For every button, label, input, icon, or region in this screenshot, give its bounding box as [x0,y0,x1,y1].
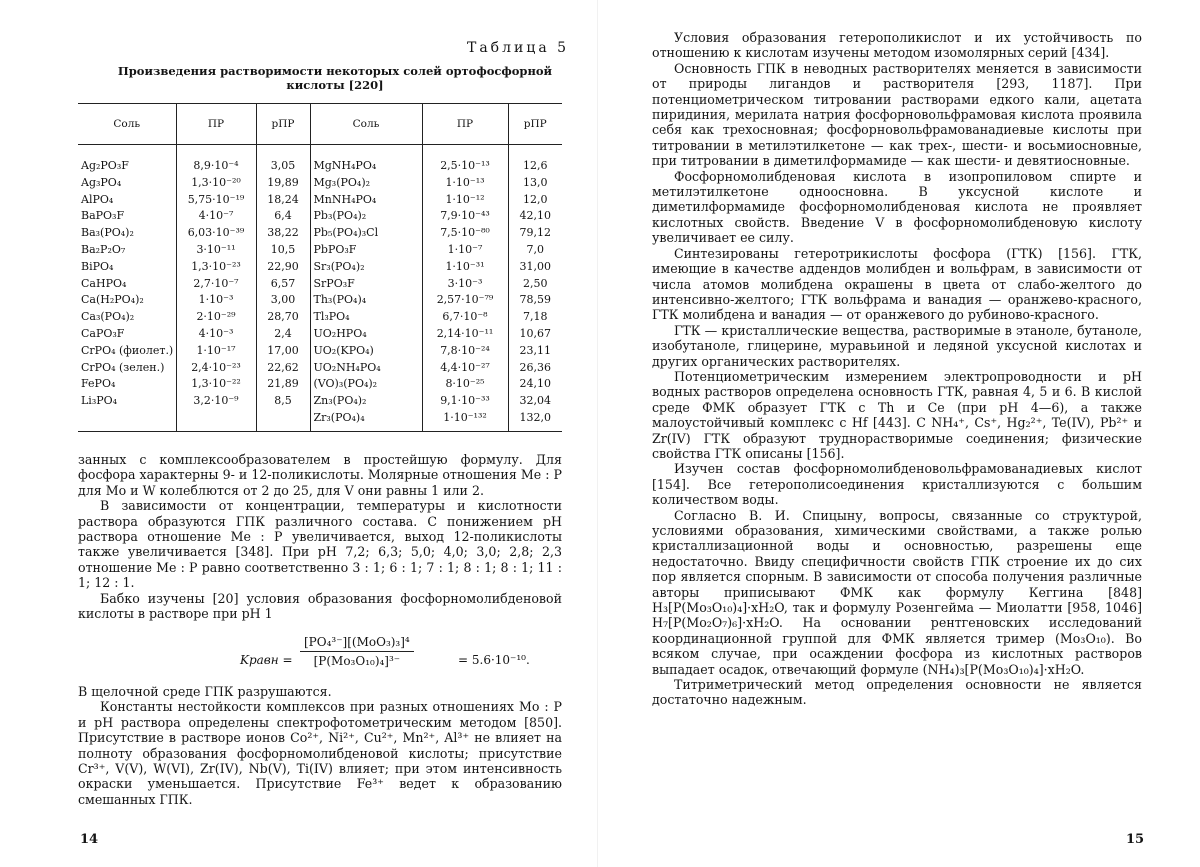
table-cell: 18,24 [256,192,310,209]
table-cell: 9,1·10⁻³³ [422,393,508,410]
table-cell: 4,4·10⁻²⁷ [422,360,508,377]
column-header: pПР [256,104,310,145]
formula-denominator: [P(Mo₃O₁₀)₄]³⁻ [313,654,401,668]
table-body [78,145,562,432]
column-header: pПР [508,104,562,145]
table-cell: 8,9·10⁻⁴ [176,158,256,175]
table-header-row [78,104,562,145]
table-cell: 1·10⁻¹³ [422,175,508,192]
table-row [78,326,562,343]
table-cell: 1·10⁻³¹ [422,259,508,276]
table-cell: 17,00 [256,343,310,360]
table-cell: Zn₃(PO₄)₂ [310,393,422,410]
table-cell: Ba₂P₂O₇ [81,242,126,256]
right-page [600,0,1200,867]
paragraph: Основность ГПК в неводных растворителях меняется в зависимости от природы лигандов и растворителя [293, 1187]. При потенциометрическом титровании растворами едкого кали, ацетата пиридиния, мерилата натрия фосфорновольфрамовая кислота проявила себя как трехосновная; фосфорновольфрамованадиевые кислоты при титровании в метилэтилкетоне — как трех-, шести- и восьмиосновные, при титровании в диметилформамиде — как шести- и девятиосновные. [652,60,1142,169]
table-cell: 6,4 [256,208,310,225]
table-row [78,175,562,192]
solubility-table [78,103,562,432]
table-cell: 13,0 [508,175,562,192]
table-cell: 3,05 [256,158,310,175]
formula-rhs: = 5.6·10⁻¹⁰. [458,653,530,667]
table-cell: 78,59 [508,292,562,309]
column-header: ПР [422,104,508,145]
table-cell: 6,57 [256,276,310,293]
table-cell: 1,3·10⁻²⁰ [176,175,256,192]
table-cell: 12,6 [508,158,562,175]
table-cell: 23,11 [508,343,562,360]
table-cell: 2,5·10⁻¹³ [422,158,508,175]
table-cell: UO₂HPO₄ [310,326,422,343]
table-row [78,292,562,309]
table-cell: 3,00 [256,292,310,309]
table-row [78,410,562,431]
paragraph: Синтезированы гетеротрикислоты фосфора (ГТК) [156]. ГТК, имеющие в качестве аддендов молибден и вольфрам, в зависимости от числа атомов молибдена окрашены в цвета от слабо-желтого до интенсивно-желтого; ГТК вольфрама и ванадия — оранжево-красного, ГТК молибдена и ванадия — от оранжевого до рубиново-красного. [652,245,1142,323]
paragraph: Титриметрический метод определения основности не является достаточно надежным. [652,677,1142,708]
table-row [78,393,562,410]
gutter-divider [597,0,598,867]
table-cell: 8,5 [256,393,310,410]
table-cell: UO₂NH₄PO₄ [310,360,422,377]
table-cell: 7,18 [508,309,562,326]
paragraph: Бабко изучены [20] условия образования фосфорномолибденовой кислоты в растворе при pH 1 [78,590,562,622]
table-cell: 7,5·10⁻⁸⁰ [422,225,508,242]
table-cell: Mg₃(PO₄)₂ [310,175,422,192]
left-text-upper [78,452,562,621]
table-cell: CaPO₃F [81,326,125,340]
table-cell: Ca(H₂PO₄)₂ [81,293,144,307]
table-cell: Tl₃PO₄ [310,309,422,326]
table-row [78,360,562,377]
table-cell: 32,04 [508,393,562,410]
column-header: ПР [176,104,256,145]
table-cell: CaHPO₄ [81,276,127,290]
table-cell: 22,90 [256,259,310,276]
table-cell: Li₃PO₄ [81,394,118,408]
table-cell: PbPO₃F [310,242,422,259]
table-cell: Th₃(PO₄)₄ [310,292,422,309]
table-cell: 5,75·10⁻¹⁹ [176,192,256,209]
page-number-left: 14 [80,832,99,847]
table-cell: 10,67 [508,326,562,343]
table-cell: 1·10⁻¹² [422,192,508,209]
table-cell: (VO)₃(PO₄)₂ [310,376,422,393]
paragraph: Условия образования гетерополикислот и их устойчивость по отношению к кислотам изучены методом изомолярных серий [434]. [652,30,1142,61]
column-header: Соль [78,104,176,145]
table-cell: 24,10 [508,376,562,393]
table-cell: 1,3·10⁻²³ [176,259,256,276]
table-row [78,192,562,209]
table-row [78,208,562,225]
table-cell: 19,89 [256,175,310,192]
table-row [78,242,562,259]
table-cell: 1·10⁻¹³² [422,410,508,431]
table-spacer-row [78,145,562,159]
table-cell: MgNH₄PO₄ [310,158,422,175]
formula-lhs: Kравн = [240,653,293,667]
column-header: Соль [310,104,422,145]
table-cell [176,410,256,431]
table-title: Произведения растворимости некоторых солей ортофосфорной кислоты [220] [117,64,553,92]
table-cell: 26,36 [508,360,562,377]
table-cell: 3·10⁻³ [422,276,508,293]
formula-fraction [300,635,414,668]
table-cell: Sr₃(PO₄)₂ [310,259,422,276]
table-cell: 7,0 [508,242,562,259]
table-cell: 2,14·10⁻¹¹ [422,326,508,343]
table-cell: 8·10⁻²⁵ [422,376,508,393]
paragraph: ГТК — кристаллические вещества, растворимые в этаноле, бутаноле, изобутаноле, глицерине, муравьиной и ледяной уксусной кислотах и других органических растворителях. [652,322,1142,369]
paragraph: В щелочной среде ГПК разрушаются. [78,684,332,699]
table-cell: 1,3·10⁻²² [176,376,256,393]
table-cell [78,410,176,431]
table-cell: 2,57·10⁻⁷⁹ [422,292,508,309]
table-cell: Pb₅(PO₄)₃Cl [310,225,422,242]
table-cell: Ag₃PO₄ [81,175,122,189]
table-cell: BiPO₄ [81,259,114,273]
left-text-lower [78,684,562,807]
table-cell: 2,4·10⁻²³ [176,360,256,377]
table-cell: Ba₃(PO₄)₂ [81,226,134,240]
table-cell: 12,0 [508,192,562,209]
right-text [652,30,1142,708]
paragraph: Потенциометрическим измерением электропроводности и pH водных растворов определена основность ГТК, равная 4, 5 и 6. В кислой среде ФМК образует ГТК с Th и Ce (при pH 4—6), а также малоустойчивый комплекс с Hf [443]. С NH₄⁺, Cs⁺, Hg₂²⁺, Te(IV), Pb²⁺ и Zr(IV) ГТК образуют труднорастворимые соединения; физические свойства ГТК описаны [156]. [652,368,1142,461]
table-cell: 2·10⁻²⁹ [176,309,256,326]
table-cell: 2,4 [256,326,310,343]
paragraph: Согласно В. И. Спицыну, вопросы, связанные со структурой, условиями образования, химическими свойствами, а также ролью кристаллизационной воды и основностью, разрешены еще недостаточно. Ввиду специфичности свойств ГПК строение их до сих пор является спорным. В зависимости от способа получения различные авторы приписывают ФМК как формулу Кеггина [848] H₃[P(Mo₃O₁₀)₄]·xH₂O, так и формулу Розенгейма — Миолатти [958, 1046] H₇[P(Mo₂O₇)₆]·xH₂O. На основании рентгеновских исследований координационной группой для ФМК является тример (Mo₃O₁₀). Во всяком случае, при осаждении фосфора из кислотных растворов выпадает осадок, отвечающий формуле (NH₄)₃[P(Mo₃O₁₀)₄]·xH₂O. [652,507,1142,677]
paragraph: занных с комплексообразователем в простейшую формулу. Для фосфора характерны 9- и 12-поликислоты. Молярные отношения Me : P для Mo и W колеблются от 2 до 25, для V они равны 1 или 2. [78,452,562,498]
table-cell: 3·10⁻¹¹ [176,242,256,259]
table-cell: FePO₄ [81,377,116,391]
table-row [78,309,562,326]
page-number-right: 15 [1126,832,1145,847]
table-cell: 7,9·10⁻⁴³ [422,208,508,225]
table-cell: 6,7·10⁻⁸ [422,309,508,326]
table-cell: 1·10⁻³ [176,292,256,309]
table-cell: CrPO₄ (зелен.) [81,360,165,374]
table-cell: 28,70 [256,309,310,326]
table-cell: CrPO₄ (фиолет.) [81,343,174,357]
table-cell: 1·10⁻¹⁷ [176,343,256,360]
table-row [78,376,562,393]
table-cell: UO₂(KPO₄) [310,343,422,360]
table-row [78,158,562,175]
table-cell: Ca₃(PO₄)₂ [81,310,135,324]
table-cell: 132,0 [508,410,562,431]
table-cell: 3,2·10⁻⁹ [176,393,256,410]
table-cell: 1·10⁻⁷ [422,242,508,259]
table-cell: Pb₃(PO₄)₂ [310,208,422,225]
table-cell: 79,12 [508,225,562,242]
table-caption: Таблица 5 [467,40,570,56]
table-row [78,259,562,276]
table-cell: 2,50 [508,276,562,293]
table-cell: 22,62 [256,360,310,377]
table-cell: 38,22 [256,225,310,242]
table-cell: 31,00 [508,259,562,276]
paragraph: В зависимости от концентрации, температуры и кислотности раствора образуются ГПК различного состава. С понижением pH раствора отношение Me : P увеличивается, выход 12-поликислоты также увеличивается [348]. При pH 7,2; 6,3; 5,0; 4,0; 3,0; 2,8; 2,3 отношение Me : P равно соответственно 3 : 1; 6 : 1; 7 : 1; 8 : 1; 8 : 1; 11 : 1; 12 : 1. [78,498,562,591]
table-cell: SrPO₃F [310,276,422,293]
table-cell: BaPO₃F [81,209,125,223]
table-cell: 21,89 [256,376,310,393]
paragraph: Константы нестойкости комплексов при разных отношениях Mo : P и pH раствора определены спектрофотометрическим методом [850]. Присутствие в растворе ионов Co²⁺, Ni²⁺, Cu²⁺, Mn²⁺, Al³⁺ не влияет на полноту образования фосфорномолибденовой кислоты; присутствие Cr³⁺, V(V), W(VI), Zr(IV), Nb(V), Ti(IV) влияет; при этом интенсивность окраски уменьшается. Присутствие Fe³⁺ ведет к образованию смешанных ГПК. [78,699,562,807]
table-cell: 4·10⁻⁷ [176,208,256,225]
table-cell [256,410,310,431]
table-row [78,225,562,242]
table-cell: 6,03·10⁻³⁹ [176,225,256,242]
table-cell: AlPO₄ [81,192,114,206]
table-cell: Ag₂PO₃F [81,159,129,172]
table-cell: 10,5 [256,242,310,259]
paragraph: Фосфорномолибденовая кислота в изопропиловом спирте и метилэтилкетоне одноосновна. В уксусной кислоте и диметилформамиде фосфорномолибденовая кислота не проявляет кислотных свойств. Введение V в фосфорномолибденовую кислоту увеличивает ее силу. [652,168,1142,246]
formula-numerator: [PO₄³⁻][(MoO₃)₃]⁴ [300,635,414,652]
table-row [78,276,562,293]
table-cell: 4·10⁻³ [176,326,256,343]
table-cell: Zr₃(PO₄)₄ [310,410,422,431]
table-row [78,343,562,360]
table-cell: MnNH₄PO₄ [310,192,422,209]
table-cell: 42,10 [508,208,562,225]
paragraph: Изучен состав фосфорномолибденовольфрамованадиевых кислот [154]. Все гетерополисоединения кристаллизуются с большим количеством воды. [652,461,1142,508]
table-cell: 7,8·10⁻²⁴ [422,343,508,360]
table-cell: 2,7·10⁻⁷ [176,276,256,293]
